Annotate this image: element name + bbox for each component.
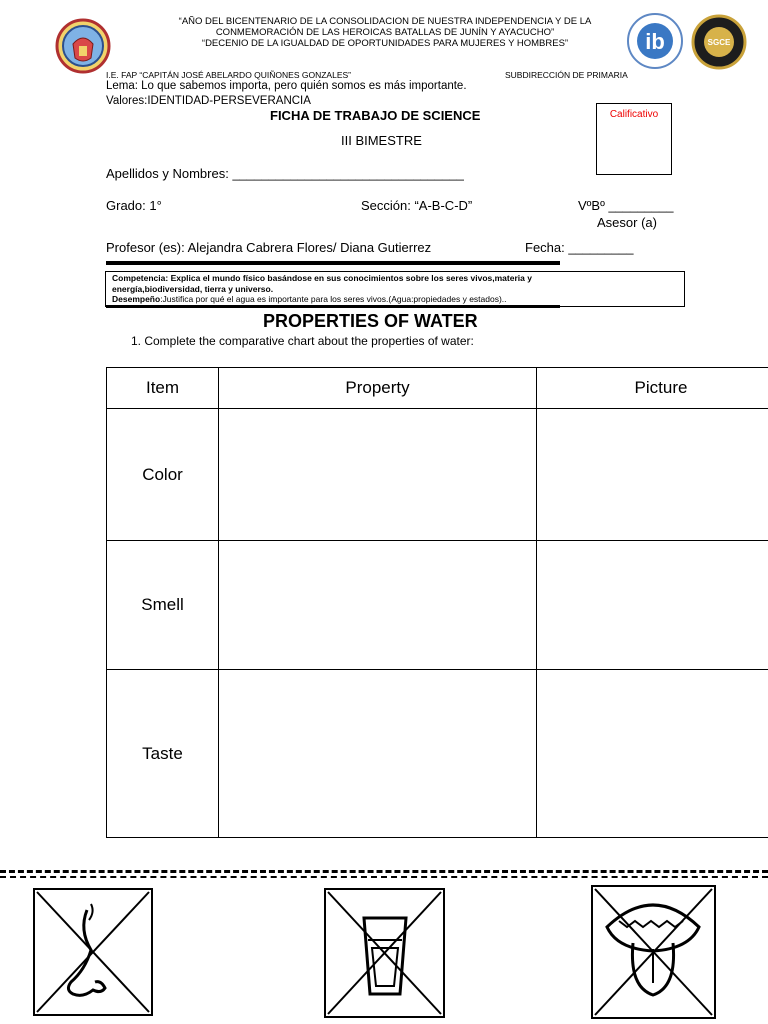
table-row [107,670,768,838]
row-item-color: Color [107,409,219,541]
sgce-logo [691,14,747,70]
profesor-field: Profesor (es): Alejandra Cabrera Flores/ Diana Gutierrez [106,240,432,255]
seccion-field: Sección: “A-B-C-D” [361,198,473,213]
row-item-smell: Smell [107,541,219,670]
desempeno-label: Desempeño [112,294,161,304]
school-crest-logo [55,18,111,74]
properties-chart [106,367,768,838]
svg-text:SGCE: SGCE [707,38,731,47]
row-item-taste: Taste [107,670,219,838]
lema: Lema: Lo que sabemos importa, pero quién somos es más importante. [106,80,467,92]
section-title: PROPERTIES OF WATER [263,311,478,331]
competencia-underline [106,305,560,308]
picture-cell-color[interactable] [537,409,768,541]
property-cell-taste[interactable] [219,670,537,838]
header-divider [106,261,560,265]
cut-line-inner [0,876,768,878]
nose-icon [68,910,105,995]
property-cell-smell[interactable] [219,541,537,670]
school-name: I.E. FAP “CAPITÁN JOSÉ ABELARDO QUIÑONES GONZALES” [106,70,351,80]
header-item: Item [107,368,219,409]
table-header-row [107,368,768,409]
table-row [107,409,768,541]
header-line-1: “AÑO DEL BICENTENARIO DE LA CONSOLIDACION DE NUESTRA INDEPENDENCIA Y DE LA [178,16,592,27]
desempeno-text: :Justifica por qué el agua es importante para los seres vivos.(Agua:propiedades y estados).. [160,294,507,304]
worksheet-title: FICHA DE TRABAJO DE SCIENCE [270,108,481,123]
svg-text:ib: ib [645,29,665,54]
desempeno-line [112,294,678,305]
competencia-line-2: energía,biodiversidad, tierra y universo. [112,283,274,294]
instruction: 1. Complete the comparative chart about the properties of water: [131,334,474,348]
competencia-box [105,271,685,307]
header-line-3: “DECENIO DE LA IGUALDAD DE OPORTUNIDADES PARA MUJERES Y HOMBRES” [201,38,569,49]
header-line-2: CONMEMORACIÓN DE LAS HEROICAS BATALLAS DE JUNÍN Y AYACUCHO” [215,27,555,38]
header-picture: Picture [537,368,768,409]
grado-field: Grado: 1° [106,198,162,213]
mouth-icon [607,905,699,951]
valores: Valores:IDENTIDAD-PERSEVERANCIA [106,95,311,107]
picture-cell-taste[interactable] [537,670,768,838]
property-cell-color[interactable] [219,409,537,541]
calificativo-label: Calificativo [609,109,659,120]
competencia-line-1: Competencia: Explica el mundo físico basándose en sus conocimientos sobre los seres vivos,materia y [112,273,532,283]
glass-crossed-picture[interactable] [324,888,445,1018]
header-property: Property [219,368,537,409]
header-lines [150,16,620,49]
ib-logo [626,12,684,70]
mouth-crossed-picture[interactable] [591,885,716,1019]
bimestre: III BIMESTRE [341,133,422,148]
nose-crossed-picture[interactable] [33,888,153,1016]
apellidos-field[interactable]: Apellidos y Nombres: ________________________________ [106,166,464,181]
picture-cell-smell[interactable] [537,541,768,670]
fecha-field[interactable]: Fecha: _________ [525,240,634,255]
table-row [107,541,768,670]
glass-icon [364,918,406,994]
asesor-label: Asesor (a) [597,215,657,230]
vobo-field[interactable]: VºBº _________ [578,198,674,213]
subdireccion: SUBDIRECCIÓN DE PRIMARIA [505,70,628,80]
cut-line [0,870,768,873]
calificativo-box[interactable] [596,103,672,175]
